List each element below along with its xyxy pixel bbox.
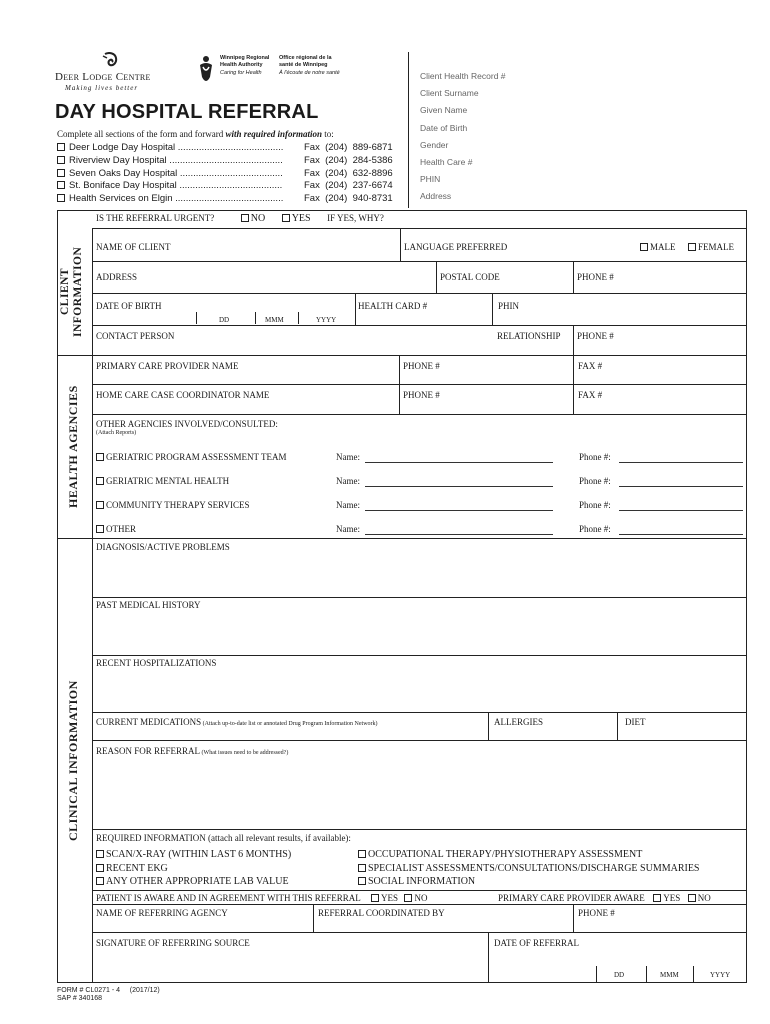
given-name-label: Given Name	[420, 105, 468, 116]
wrha-tag-fr: À l'écoute de notre santé	[279, 70, 340, 76]
male-checkbox[interactable]	[640, 243, 648, 251]
hospital-row[interactable]: Riverview Day Hospital ........................................... Fax (204) 284-5386	[57, 155, 407, 168]
contact-phone-label: PHONE #	[577, 331, 614, 341]
checkbox[interactable]	[96, 501, 104, 509]
pcp-aware-no-checkbox[interactable]	[688, 894, 696, 902]
phin-label-field: PHIN	[498, 301, 520, 311]
checkbox[interactable]	[96, 850, 104, 858]
wrha-name-en-2: Health Authority	[220, 61, 263, 68]
date-of-referral-label: DATE OF REFERRAL	[494, 938, 580, 948]
postal-code-label: POSTAL CODE	[440, 272, 500, 282]
org-tagline: Making lives better	[65, 84, 139, 92]
dob-dd: DD	[219, 316, 230, 324]
req-item[interactable]: SPECIALIST ASSESSMENTS/CONSULTATIONS/DISCHARGE SUMMARIES	[358, 862, 700, 876]
hospital-row[interactable]: St. Boniface Day Hospital ....................................... Fax (204) 237-6674	[57, 180, 407, 193]
req-item[interactable]: ANY OTHER APPROPRIATE LAB VALUE	[96, 875, 291, 889]
agency-row[interactable]: OTHER	[96, 524, 136, 534]
client-label-block	[420, 68, 506, 206]
male-label: MALE	[650, 242, 676, 252]
client-health-record-label: Client Health Record #	[420, 71, 506, 81]
req-item[interactable]: SCAN/X-RAY (WITHIN LAST 6 MONTHS)	[96, 848, 291, 862]
agency-row[interactable]: COMMUNITY THERAPY SERVICES	[96, 500, 249, 510]
hospitalizations-label: RECENT HOSPITALIZATIONS	[96, 658, 217, 668]
form-number: FORM # CL0271 - 4 (2017/12)	[57, 987, 160, 994]
medications-note: (Attach up-to-date list or annotated Drug Program Information Network)	[201, 721, 378, 727]
awareness-row: PATIENT IS AWARE AND IN AGREEMENT WITH THIS REFERRAL YES NO	[96, 893, 428, 903]
req-item[interactable]: RECENT EKG	[96, 862, 291, 876]
hospital-list	[57, 142, 407, 206]
address-label: ADDRESS	[96, 272, 138, 282]
checkbox[interactable]	[57, 194, 65, 202]
checkbox[interactable]	[358, 877, 366, 885]
wrha-logo	[196, 55, 346, 95]
hccc-name-label: HOME CARE CASE COORDINATOR NAME	[96, 390, 270, 400]
checkbox[interactable]	[96, 525, 104, 533]
pcp-name-label: PRIMARY CARE PROVIDER NAME	[96, 361, 239, 371]
medications-label: CURRENT MEDICATIONS	[96, 717, 202, 727]
req-item[interactable]: OCCUPATIONAL THERAPY/PHYSIOTHERAPY ASSESSMENT	[358, 848, 700, 862]
urgent-no-label: NO	[250, 213, 266, 224]
agency-phone-field[interactable]	[619, 534, 743, 535]
female-label: FEMALE	[698, 242, 734, 252]
checkbox[interactable]	[358, 850, 366, 858]
gender-checkboxes	[640, 242, 734, 252]
agency-phone-label: Phone #:	[579, 524, 611, 534]
section-label-client: CLIENT INFORMATION	[59, 246, 84, 337]
urgent-no-checkbox[interactable]	[241, 214, 249, 222]
checkbox[interactable]	[96, 877, 104, 885]
referral-mmm: MMM	[660, 971, 679, 979]
patient-aware-yes-checkbox[interactable]	[371, 894, 379, 902]
health-card-label: HEALTH CARD #	[358, 301, 428, 311]
agency-name-field[interactable]	[365, 510, 553, 511]
agency-phone-label: Phone #:	[579, 452, 611, 462]
section-label-health: HEALTH AGENCIES	[66, 385, 80, 509]
required-right	[358, 848, 700, 889]
urgent-question: IS THE REFERRAL URGENT?	[96, 213, 215, 223]
hospital-row[interactable]: Seven Oaks Day Hospital ....................................... Fax (204) 632-8896	[57, 168, 407, 181]
reason-row	[96, 746, 288, 756]
referring-phone-label: PHONE #	[578, 908, 615, 918]
pcp-fax-label: FAX #	[578, 361, 603, 371]
allergies-label: ALLERGIES	[494, 717, 543, 727]
deer-logo-icon	[101, 52, 121, 70]
agency-phone-label: Phone #:	[579, 476, 611, 486]
wrha-figure-icon	[196, 55, 216, 87]
instructions-b: with required information	[225, 129, 322, 139]
contact-person-label: CONTACT PERSON	[96, 331, 175, 341]
gender-label: Gender	[420, 139, 449, 150]
org-name: Deer Lodge Centre	[55, 71, 151, 83]
sap-number: SAP # 340168	[57, 995, 103, 1002]
checkbox[interactable]	[57, 156, 65, 164]
agency-name-label: Name:	[336, 452, 360, 462]
instructions-c: to:	[321, 129, 334, 139]
wrha-name-fr-2: santé de Winnipeg	[279, 61, 328, 68]
client-phone-label: PHONE #	[577, 272, 614, 282]
agency-phone-field[interactable]	[619, 486, 743, 487]
patient-aware-no-checkbox[interactable]	[404, 894, 412, 902]
referral-dd: DD	[614, 971, 625, 979]
checkbox[interactable]	[57, 143, 65, 151]
pcp-aware-yes-checkbox[interactable]	[653, 894, 661, 902]
agency-name-label: Name:	[336, 500, 360, 510]
checkbox[interactable]	[57, 181, 65, 189]
agency-row[interactable]: GERIATRIC MENTAL HEALTH	[96, 476, 229, 486]
wrha-tag-en: Caring for Health	[220, 70, 262, 76]
dob-yyyy: YYYY	[316, 316, 337, 324]
instructions	[57, 129, 334, 139]
pcp-phone-label: PHONE #	[403, 361, 440, 371]
required-left	[96, 848, 291, 889]
agency-phone-label: Phone #:	[579, 500, 611, 510]
reason-note: (What issues need to be addressed?)	[200, 750, 289, 756]
agency-name-field[interactable]	[365, 534, 553, 535]
client-surname-label: Client Surname	[420, 88, 479, 99]
date-of-birth-label: Date of Birth	[420, 122, 468, 133]
instructions-a: Complete all sections of the form and forward	[57, 129, 226, 139]
urgent-yes-checkbox[interactable]	[282, 214, 290, 222]
checkbox[interactable]	[96, 477, 104, 485]
hospital-row[interactable]: Deer Lodge Day Hospital ........................................ Fax (204) 889-6871	[57, 142, 407, 155]
section-label-clinical: CLINICAL INFORMATION	[66, 680, 80, 841]
agency-name-label: Name:	[336, 476, 360, 486]
hospital-row[interactable]: Health Services on Elgin ......................................... Fax (204) 940-8731	[57, 193, 407, 206]
hccc-fax-label: FAX #	[578, 390, 603, 400]
dob-label: DATE OF BIRTH	[96, 301, 162, 311]
diagnosis-label: DIAGNOSIS/ACTIVE PROBLEMS	[96, 542, 230, 552]
agency-name-field[interactable]	[365, 462, 553, 463]
agency-name-label: Name:	[336, 524, 360, 534]
patient-aware-label: PATIENT IS AWARE AND IN AGREEMENT WITH THIS REFERRAL	[96, 893, 361, 903]
pcp-aware-row: PRIMARY CARE PROVIDER AWARE YES NO	[498, 893, 711, 903]
phin-label: PHIN	[420, 174, 441, 185]
signature-label: SIGNATURE OF REFERRING SOURCE	[96, 938, 250, 948]
medications-row	[96, 717, 378, 727]
reason-label: REASON FOR REFERRAL	[96, 746, 201, 756]
pmh-label: PAST MEDICAL HISTORY	[96, 600, 201, 610]
referral-yyyy: YYYY	[710, 971, 731, 979]
hccc-phone-label: PHONE #	[403, 390, 440, 400]
checkbox[interactable]	[96, 453, 104, 461]
header-divider	[408, 52, 409, 208]
pcp-aware-label: PRIMARY CARE PROVIDER AWARE	[498, 893, 645, 903]
checkbox[interactable]	[358, 864, 366, 872]
checkbox[interactable]	[57, 169, 65, 177]
required-info-label: REQUIRED INFORMATION (attach all relevant results, if available):	[96, 833, 351, 843]
agency-name-field[interactable]	[365, 486, 553, 487]
other-agencies-label: OTHER AGENCIES INVOLVED/CONSULTED:	[96, 419, 278, 429]
language-label: LANGUAGE PREFERRED	[404, 242, 508, 252]
diet-label: DIET	[625, 717, 646, 727]
referral-coordinated-label: REFERRAL COORDINATED BY	[318, 908, 445, 918]
deer-lodge-logo	[55, 52, 175, 94]
dob-mmm: MMM	[265, 316, 284, 324]
agency-phone-field[interactable]	[619, 510, 743, 511]
urgent-row	[96, 213, 384, 224]
req-item[interactable]: SOCIAL INFORMATION	[358, 875, 700, 889]
page-title: DAY HOSPITAL REFERRAL	[55, 101, 319, 123]
agency-row[interactable]: GERIATRIC PROGRAM ASSESSMENT TEAM	[96, 452, 286, 462]
urgent-yes-label: YES	[291, 213, 311, 224]
health-care-label: Health Care #	[420, 157, 473, 168]
client-name-label: NAME OF CLIENT	[96, 242, 171, 252]
checkbox[interactable]	[96, 864, 104, 872]
urgent-if-yes: IF YES, WHY?	[327, 213, 384, 223]
wrha-name-fr-1: Office régional de la	[279, 55, 332, 61]
attach-reports-note: (Attach Reports)	[96, 430, 137, 436]
wrha-name-en-1: Winnipeg Regional	[220, 55, 270, 61]
address-label: Address	[420, 191, 452, 202]
female-checkbox[interactable]	[688, 243, 696, 251]
relationship-label: RELATIONSHIP	[497, 331, 561, 341]
referring-agency-label: NAME OF REFERRING AGENCY	[96, 908, 228, 918]
agency-phone-field[interactable]	[619, 462, 743, 463]
